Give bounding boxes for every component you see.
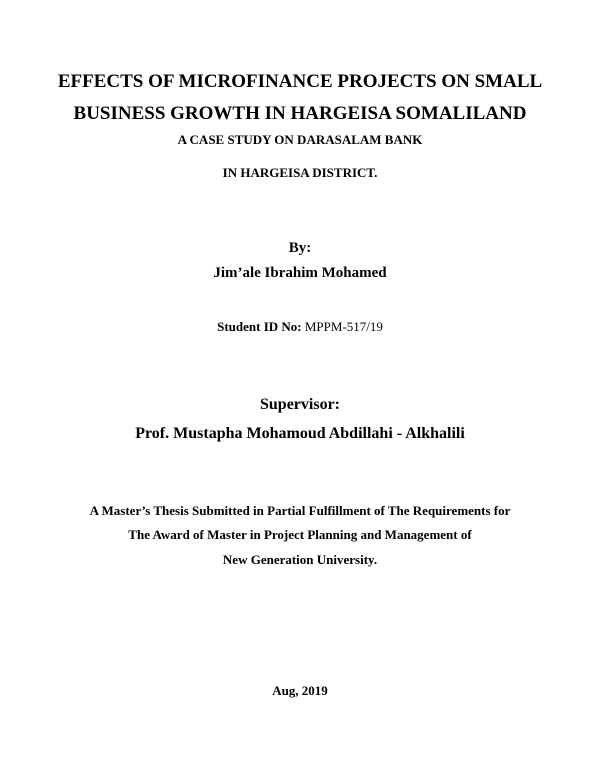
thesis-title-line-1: EFFECTS OF MICROFINANCE PROJECTS ON SMALL	[57, 71, 543, 92]
supervisor-label: Supervisor:	[260, 396, 340, 413]
submission-statement-line-1: A Master’s Thesis Submitted in Partial Fulfillment of The Requirements for	[89, 503, 511, 518]
student-id-label: Student ID No:	[217, 319, 302, 334]
thesis-subtitle-line-1: A CASE STUDY ON DARASALAM BANK	[177, 132, 423, 147]
submission-date: Aug, 2019	[272, 683, 328, 698]
submission-statement-line-2: The Award of Master in Project Planning and Management of	[128, 527, 472, 542]
supervisor-name: Prof. Mustapha Mohamoud Abdillahi - Alkhalili	[135, 425, 465, 442]
author-name: Jim’ale Ibrahim Mohamed	[213, 265, 387, 281]
submission-statement-line-3: New Generation University.	[222, 552, 378, 567]
by-label: By:	[288, 240, 312, 256]
student-id-value: MPPM-517/19	[304, 319, 383, 334]
student-id	[0, 320, 600, 333]
thesis-subtitle-line-2: IN HARGEISA DISTRICT.	[222, 165, 378, 180]
thesis-title-line-2: BUSINESS GROWTH IN HARGEISA SOMALILAND	[73, 103, 527, 124]
